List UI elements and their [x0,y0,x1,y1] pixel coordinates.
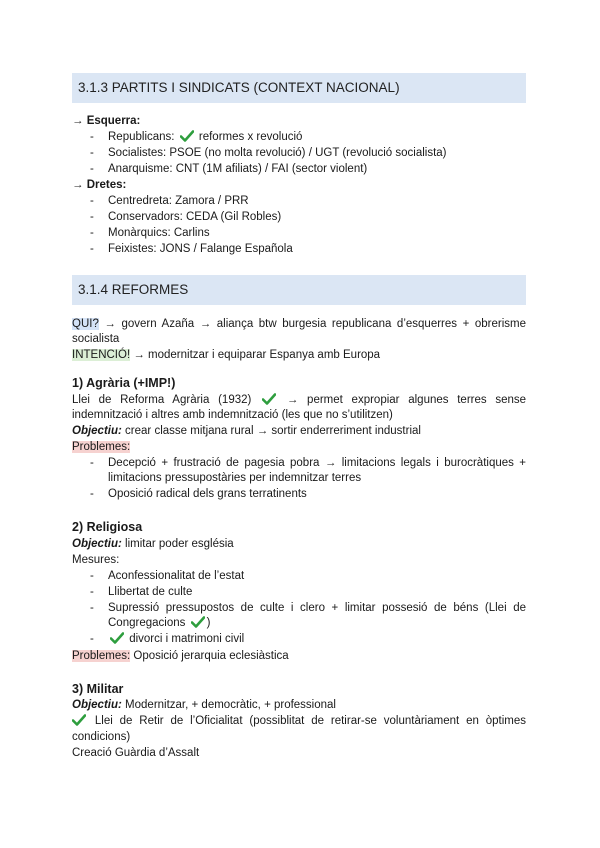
list-item-feixistes: Feixistes: JONS / Falange Española [108,243,293,255]
bullet-dash: - [90,163,94,175]
agraria-problema-2: Oposició radical dels grans terratinents [108,488,307,500]
bullet-dash: - [90,211,94,223]
religiosa-mesura-1: Aconfessionalitat de l’estat [108,570,245,582]
agraria-llei-line [72,393,526,408]
agraria-llei-line-2: indemnització i altres amb indemnització (les que no s’utilitzen) [72,409,393,421]
bullet-dash: - [90,633,94,645]
religiosa-mesures-label: Mesures: [72,554,120,566]
agraria-problemes-label [72,440,130,455]
bullet-dash: - [90,131,94,143]
check-icon [191,616,205,628]
agraria-problema-1: Decepció + frustració de pagesia pobra → limitacions legals i burocràtiques + [108,457,526,469]
agraria-problema-1-continued: limitacions pressupostàries per indemnitzar terres [108,472,362,484]
objectiu-text: Modernitzar, + democràtic, + professional [125,699,336,711]
objectiu-text: crear classe mitjana rural → sortir enderreriment industrial [125,425,421,437]
esquerra-title: → Esquerra: [72,115,141,127]
dretes-title: → Dretes: [72,179,127,191]
objectiu-label: Objectiu: [72,699,122,711]
republicans-label: Republicans: [108,131,175,143]
bullet-dash: - [90,195,94,207]
bullet-dash: - [90,488,94,500]
intencio-label: INTENCIÓ! [72,349,131,361]
militar-llei-line [72,714,526,729]
section-header-reformes [72,275,526,305]
list-item-monarquics: Monàrquics: Carlins [108,227,210,239]
check-icon [262,393,276,405]
militar-objectiu [72,698,336,713]
bullet-dash: - [90,243,94,255]
objectiu-label: Objectiu: [72,425,122,437]
bullet-dash: - [90,602,94,614]
religiosa-title: 2) Religiosa [72,520,143,534]
objectiu-label: Objectiu: [72,538,122,550]
intencio-text: → modernitzar i equiparar Espanya amb Europa [133,349,381,361]
religiosa-objectiu [72,537,234,552]
list-item-conservadors: Conservadors: CEDA (Gil Robles) [108,211,282,223]
check-icon [180,130,194,142]
bullet-dash: - [90,586,94,598]
qui-line [72,317,526,332]
religiosa-mesura-3: Supressió pressupostos de culte i clero + limitar possesió de béns (Llei de [108,602,526,614]
divorci-text: divorci i matrimoni civil [129,633,245,645]
problemes-label: Problemes: [72,441,131,453]
intencio-line [72,348,380,363]
problemes-label: Problemes: [72,650,131,662]
religiosa-mesura-4 [108,632,244,647]
list-item-republicans [108,130,302,145]
militar-llei-text: Llei de Retir de l’Oficialitat (possiblitat de retirar-se voluntàriament en òptimes [94,715,526,727]
close-paren: ) [206,617,211,629]
list-item-anarquisme: Anarquisme: CNT (1M afiliats) / FAI (sector violent) [108,163,368,175]
list-item-centredreta: Centredreta: Zamora / PRR [108,195,249,207]
section-header-text: 3.1.4 REFORMES [78,282,189,297]
section-header-partits [72,73,526,103]
bullet-dash: - [90,570,94,582]
check-icon [110,632,124,644]
bullet-dash: - [90,147,94,159]
bullet-dash: - [90,227,94,239]
congregacions-text: Congregacions [108,617,186,629]
bullet-dash: - [90,457,94,469]
religiosa-mesura-2: Llibertat de culte [108,586,193,598]
religiosa-problemes [72,649,289,664]
objectiu-text: limitar poder església [125,538,234,550]
qui-label: QUI? [72,318,99,330]
problemes-text: Oposició jerarquia eclesiàstica [133,650,289,662]
qui-text: → govern Azaña → aliança btw burgesia republicana d’esquerres + obrerisme [104,318,526,330]
religiosa-mesura-3-continued [108,616,210,631]
militar-title: 3) Militar [72,682,124,696]
check-icon [72,714,86,726]
section-header-text: 3.1.3 PARTITS I SINDICATS (CONTEXT NACIONAL) [78,80,400,95]
militar-llei-line-2: condicions) [72,731,131,743]
agraria-objectiu [72,424,421,439]
qui-line-continued: socialista [72,333,120,345]
militar-creacio: Creació Guàrdia d’Assalt [72,747,200,759]
agraria-title: 1) Agrària (+IMP!) [72,376,176,390]
list-item-socialistes: Socialistes: PSOE (no molta revolució) / UGT (revolució socialista) [108,147,447,159]
agraria-llei-text: Llei de Reforma Agrària (1932) [72,394,252,406]
republicans-text: reformes x revolució [198,131,303,143]
agraria-llei-text-continued: → permet expropiar algunes terres sense [286,394,527,406]
